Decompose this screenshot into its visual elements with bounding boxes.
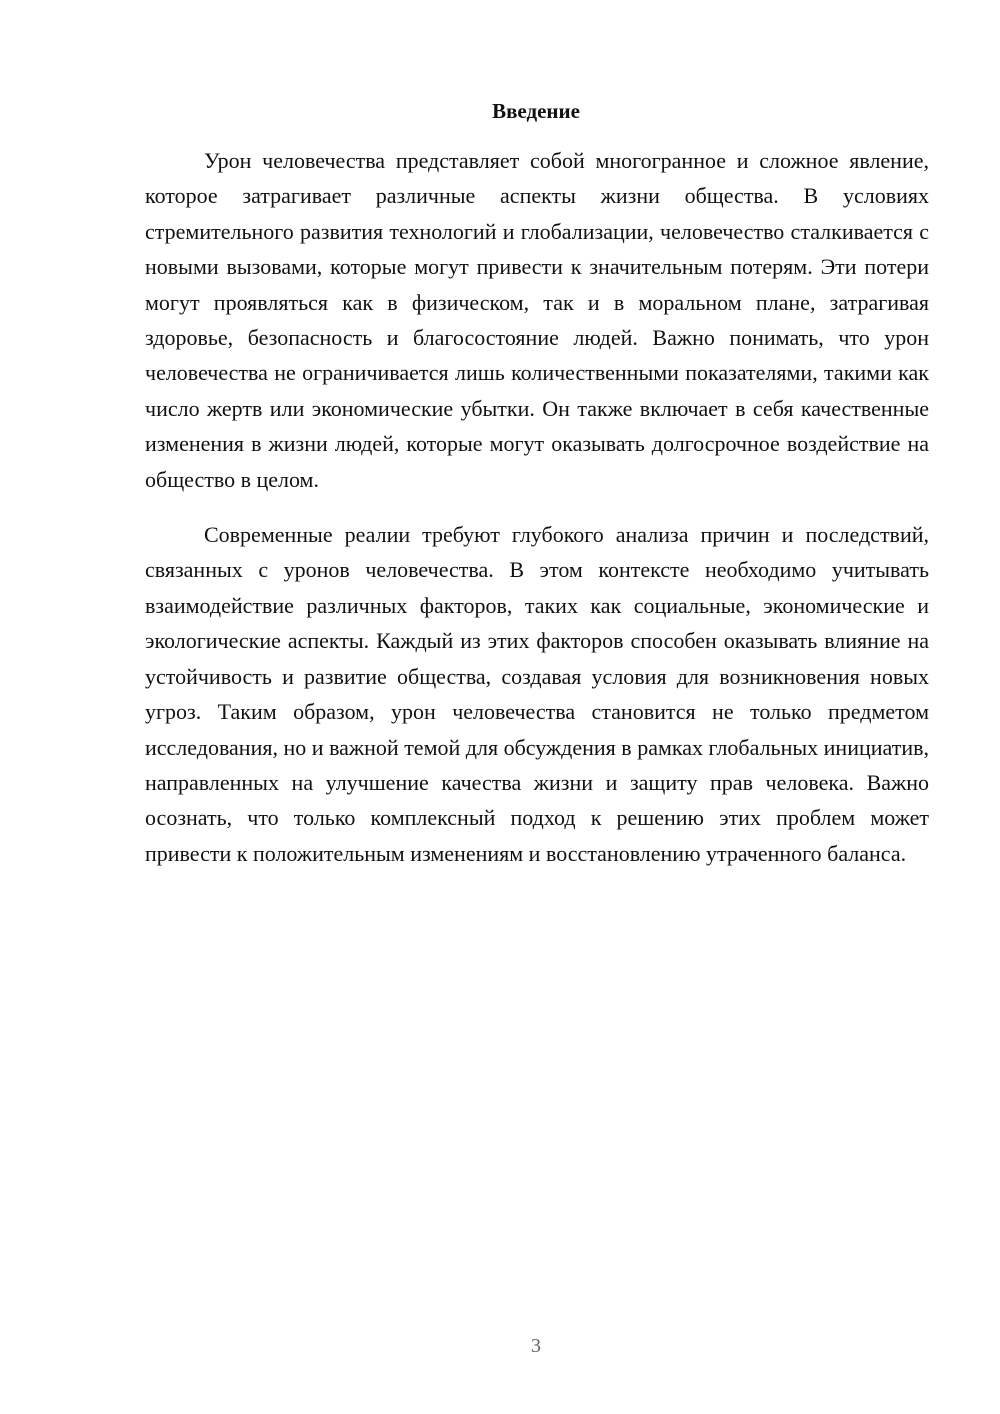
paragraph-2: Современные реалии требуют глубокого анализа причин и последствий, связанных с уронов человечества. В этом контексте необходимо учитывать взаимодействие различных факторов, таких как социальные, экономические и экологические аспекты. Каждый из этих факторов способен оказывать влияние на устойчивость и развитие общества, создавая условия для возникновения новых угроз. Таким образом, урон человечества становится не только предметом исследования, но и важной темой для обсуждения в рамках глобальных инициатив, направленных на улучшение качества жизни и защиту прав человека. Важно осознать, что только комплексный подход к решению этих проблем может привести к положительным изменениям и восстановлению утраченного баланса. bbox=[145, 522, 929, 866]
paragraph-1: Урон человечества представляет собой многогранное и сложное явление, которое затрагивает различные аспекты жизни общества. В условиях стремительного развития технологий и глобализации, человечество сталкивается с новыми вызовами, которые могут привести к значительным потерям. Эти потери могут проявляться как в физическом, так и в моральном плане, затрагивая здоровье, безопасность и благосостояние людей. Важно понимать, что урон человечества не ограничивается лишь количественными показателями, такими как число жертв или экономические убытки. Он также включает в себя качественные изменения в жизни людей, которые могут оказывать долгосрочное воздействие на общество в целом. bbox=[145, 148, 929, 492]
page-title: Введение bbox=[492, 99, 580, 123]
page-number: 3 bbox=[531, 1335, 541, 1357]
body-text bbox=[145, 143, 929, 871]
